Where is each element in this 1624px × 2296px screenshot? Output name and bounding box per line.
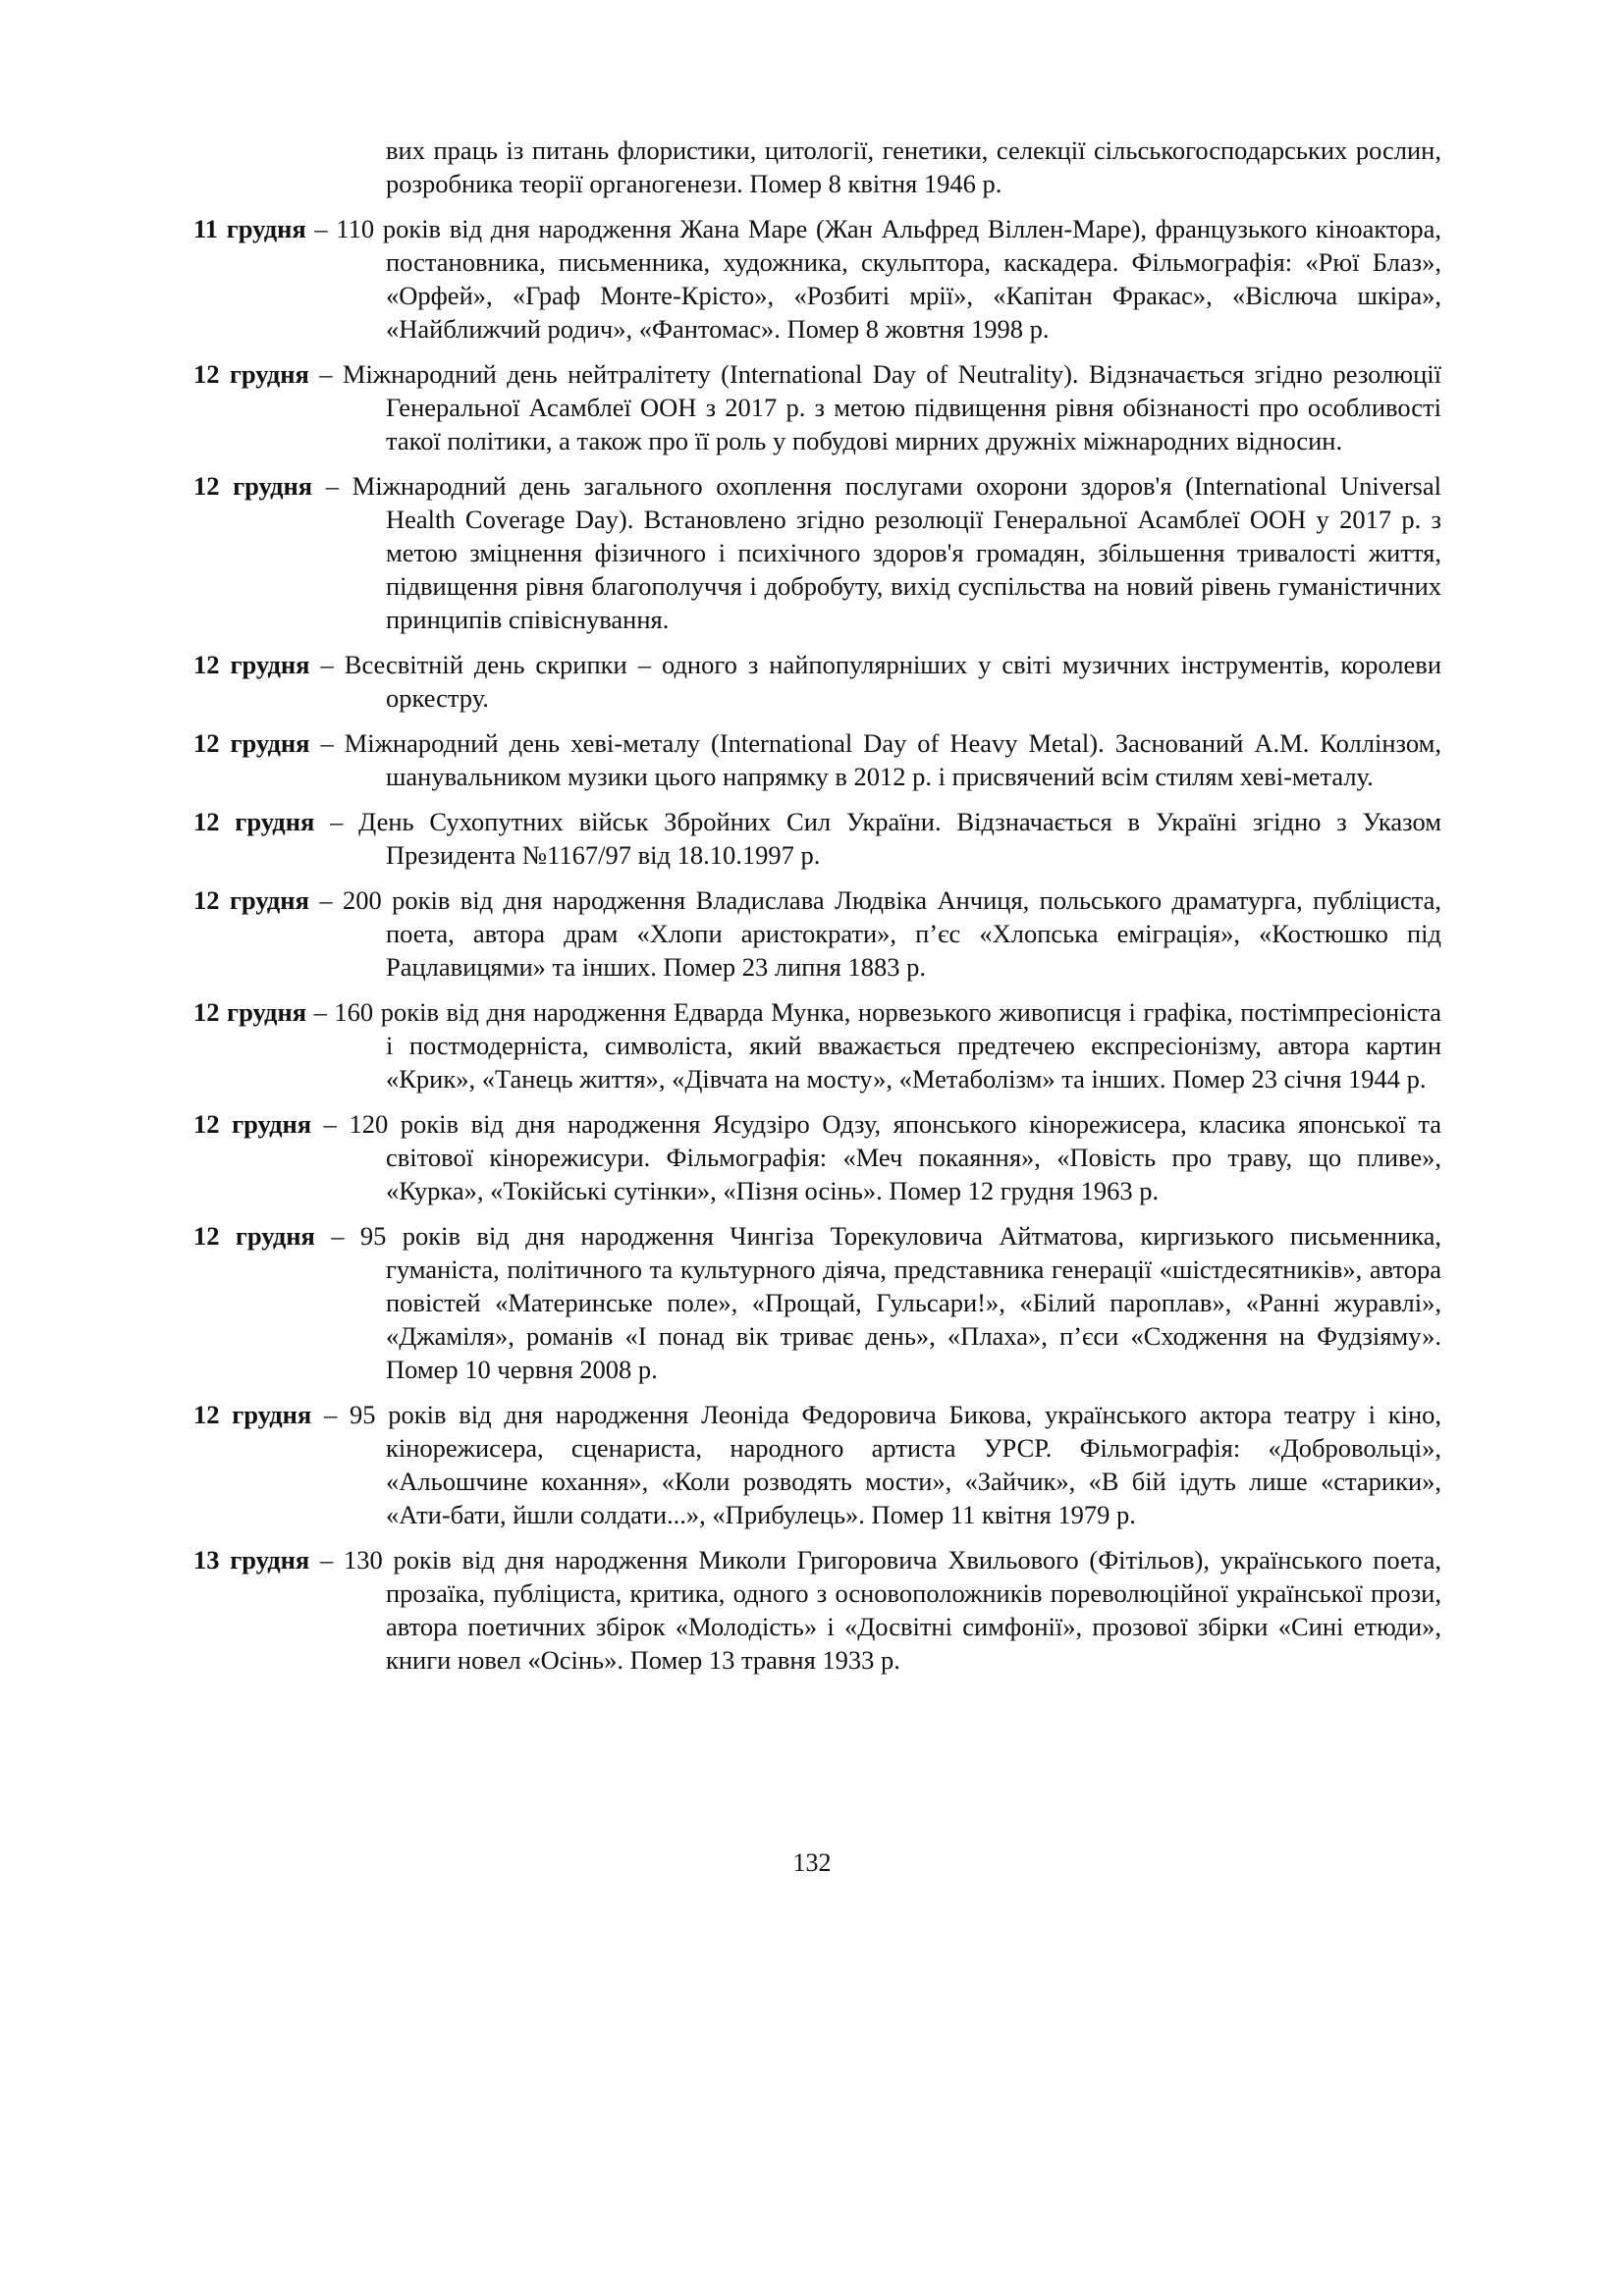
entry-text: – 95 років від дня народження Чингіза Торекуловича Айтматова, киргизького письменника, гуманіста, політичного та культурного діяча, представника генерації «шістдесятників», автора повістей «Материнське поле», «Прощай, Гульсари!», «Білий пароплав», «Ранні журавлі», «Джаміля», романів «І понад вік триває день», «Плаха», п’єси «Сходження на Фудзіяму». Помер 10 червня 2008 р.: [314, 1221, 1442, 1384]
entry-text: – 95 років від дня народження Леоніда Федоровича Бикова, українського актора театру і кіно, кінорежисера, сценариста, народного артиста УРСР. Фільмографія: «Добровольці», «Альошчине кохання», «Коли розводять мости», «Зайчик», «В бій ідуть лише «старики», «Ати-бати, йшли солдати...», «Прибулець». Помер 11 квітня 1979 р.: [311, 1400, 1441, 1529]
entry-date: 12 грудня: [193, 807, 315, 836]
entry-date: 12 грудня: [193, 728, 310, 758]
entry-date: 11 грудня: [193, 214, 306, 243]
entry-date: 12 грудня: [193, 359, 309, 389]
calendar-entry: [193, 1107, 1441, 1207]
entry-date: 12 грудня: [193, 997, 307, 1027]
calendar-entry: [193, 995, 1441, 1095]
page-content: [193, 133, 1441, 1688]
entry-text: – Міжнародний день нейтралітету (International Day of Neutrality). Відзначається згідно резолюції Генеральної Асамблеї ООН з 2017 р. з метою підвищення рівня обізнаності про особливості такої політики, а також про її роль у побудові мирних дружніх міжнародних відносин.: [308, 359, 1442, 455]
entry-text: – Всесвітній день скрипки – одного з найпопулярніших у світі музичних інструментів, королеви оркестру.: [309, 650, 1441, 713]
entry-text: – 120 років від дня народження Ясудзіро Одзу, японського кінорежисера, класика японської та світової кінорежисури. Фільмографія: «Меч покаяння», «Повість про траву, що пливе», «Курка», «Токійські сутінки», «Пізня осінь». Помер 12 грудня 1963 р.: [311, 1109, 1441, 1205]
entry-date: 12 грудня: [193, 885, 309, 915]
calendar-entry: [193, 805, 1441, 872]
entry-date: 12 грудня: [193, 1109, 312, 1139]
entry-text: – 200 років від дня народження Владислава Людвіка Анчиця, польського драматурга, публіциста, поета, автора драм «Хлопи аристократи», п’єс «Хлопська еміграція», «Костюшко під Рацлавицями» та інших. Помер 23 липня 1883 р.: [308, 885, 1441, 982]
calendar-entry: [193, 469, 1441, 636]
entry-text: – Міжнародний день загального охоплення послугами охорони здоров'я (International Universal Health Coverage Day). Встановлено згідно резолюції Генеральної Асамблеї ООН у 2017 р. з метою зміцнення фізичного і психічного здоров'я громадян, збільшення тривалості життя, підвищення рівня благополуччя і добробуту, вихід суспільства на новий рівень гуманістичних принципів співіснування.: [312, 471, 1441, 634]
calendar-entry: [193, 726, 1441, 793]
continuation-paragraph: вих праць із питань флористики, цитології, генетики, селекції сільськогосподарських рослин, розробника теорії органогенези. Помер 8 квітня 1946 р.: [386, 135, 1441, 198]
entry-date: 13 грудня: [193, 1545, 310, 1575]
entry-text: – День Сухопутних військ Збройних Сил України. Відзначається в Україні згідно з Указом Президента №1167/97 від 18.10.1997 р.: [314, 807, 1441, 870]
entry-date: 12 грудня: [193, 1400, 312, 1429]
calendar-entry: [193, 1543, 1441, 1677]
entry-text: – 130 років від дня народження Миколи Григоровича Хвильового (Фітільов), українського поета, прозаїка, публіциста, критика, одного з основоположників пореволюційної української прози, автора поетичних збірок «Молодість» і «Досвітні симфонії», прозової збірки «Сині етюди», книги новел «Осінь». Помер 13 травня 1933 р.: [309, 1545, 1442, 1675]
calendar-entry: [193, 883, 1441, 984]
entry-text: – 110 років від дня народження Жана Маре (Жан Альфред Віллен-Маре), французького кіноактора, постановника, письменника, художника, скульптора, каскадера. Фільмографія: «Рюї Блаз», «Орфей», «Граф Монте-Крісто», «Розбиті мрії», «Капітан Фракас», «Віслюча шкіра», «Найближчий родич», «Фантомас». Помер 8 жовтня 1998 р.: [305, 214, 1441, 344]
calendar-entry: [193, 648, 1441, 715]
calendar-entry: [193, 212, 1441, 346]
entry-text: – Міжнародний день хеві-металу (International Day of Heavy Metal). Заснований А.М. Коллінзом, шанувальником музики цього напрямку в 2012 р. і присвячений всім стилям хеві-металу.: [309, 728, 1441, 791]
calendar-entry: [193, 357, 1441, 457]
entry-date: 12 грудня: [193, 1221, 315, 1251]
entry-text: – 160 років від дня народження Едварда Мунка, норвезького живописця і графіка, постімпресіоніста і постмодерніста, символіста, який вважається предтечею експресіонізму, автора картин «Крик», «Танець життя», «Дівчата на мосту», «Метаболізм» та інших. Помер 23 січня 1944 р.: [306, 997, 1441, 1094]
page-number: 132: [792, 1848, 832, 1877]
entry-date: 12 грудня: [193, 650, 310, 679]
calendar-entry: [193, 1219, 1441, 1386]
entry-date: 12 грудня: [193, 471, 313, 501]
calendar-entry: [193, 1398, 1441, 1531]
